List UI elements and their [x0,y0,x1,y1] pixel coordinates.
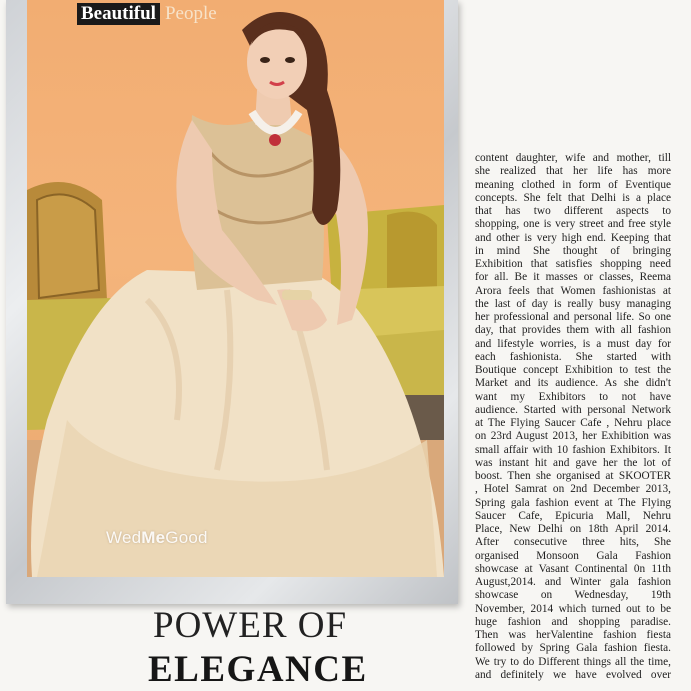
article-body-line: , Hotel Samrat on 2nd December 2013, [475,483,671,496]
article-body-line: organised Monsoon Gala Fashion [475,549,671,562]
article-body-line: August,2014. and Winter gala fashion [475,576,671,588]
article-body-line: showcase on Wednesday, 19th [475,589,671,602]
article-body-line: shopping, one is very street and free style [475,218,671,231]
eye-left [260,57,270,63]
article-body-line: Boutique concept Exhibition to test the [475,364,671,376]
section-title-light: People [164,3,217,24]
headline-line-1: POWER OF [153,605,348,646]
sofa-cushion-pattern [37,194,99,298]
article-body-line: Arora feels that Women fashionistas at [475,284,671,297]
article-body-line: that has two different aspects to [475,205,671,217]
article-body-line: each fashionista. She started with [475,350,671,363]
section-header [77,3,217,25]
article-body-line: her professional and personal life. So one [475,311,671,323]
article-body-line: Market and its audience. As she didn't [475,377,671,390]
eye-right [285,57,295,63]
article-body-line: and lifestyle worries, is a must day for [475,337,671,350]
photo-frame [6,0,458,604]
necklace-pendant [269,134,281,146]
section-title-strong: Beautiful [77,3,160,25]
article-body-line: We try to do Different things all the time, [475,655,671,668]
article-body-line: the last of day is really busy managing [475,297,671,310]
article-body-line: and other is very high end. Keeping that [475,231,671,244]
article-body-line: in mind She thought of bringing [475,244,671,257]
article-body-line: concepts. She felt that Delhi is a place [475,191,671,204]
headline-line-2: ELEGANCE [148,649,368,690]
article-body-line: and definitely we have evolved over [475,668,671,681]
article-body-line: November, 2014 which turned out to be [475,602,671,615]
article-body-line: followed by Spring Gala fashion fiesta. [475,642,671,655]
cover-photo [27,0,444,577]
article-body-line: huge fashion and shopping paradise. [475,615,671,628]
article-body-line: boost. Then she organised at SKOOTER [475,470,671,482]
article-body-line: Spring gala fashion event at The Flying [475,496,671,509]
article-body-column [475,152,671,682]
watermark-suffix: Good [165,528,208,547]
photo-illustration [27,0,444,577]
article-body-line: was instant hit and gave her the lot of [475,456,671,469]
article-body-line: at The Flying Saucer Cafe , Nehru place [475,417,671,429]
article-body-line: she realized that her life has more [475,165,671,178]
article-body-line: want my Exhibitors to not have [475,390,671,403]
article-body-line: showcase at Vasant Continental 0n 11th [475,562,671,575]
article-body-line: Exhibition that satisfies shopping need [475,258,671,270]
article-body-line: audience. Started with personal Network [475,403,671,416]
article-body-line: After consecutive three hits, She [475,536,671,549]
article-body-line: Then was herValentine fashion fiesta [475,629,671,641]
article-body-line: Place, New Delhi on 18th April 2014. [475,523,671,535]
article-body-line: small affair with 10 fashion Exhibitors. It [475,443,671,456]
bangles [282,290,312,300]
article-body-line: for all. Be it masses or classes, Reema [475,271,671,284]
watermark-highlight: Me [141,528,166,547]
article-body-line: meaning clothed in form of Eventique [475,178,671,191]
article-body-line: content daughter, wife and mother, till [475,152,671,164]
watermark-prefix: Wed [106,528,142,547]
article-body-line: Saucer Cafe, Epicuria Mall, Nehru [475,509,671,522]
article-body-line: day, that provides them with all fashion [475,324,671,337]
article-body-line: on 23rd August 2013, her Exhibition was [475,430,671,443]
watermark-logo [106,528,208,548]
